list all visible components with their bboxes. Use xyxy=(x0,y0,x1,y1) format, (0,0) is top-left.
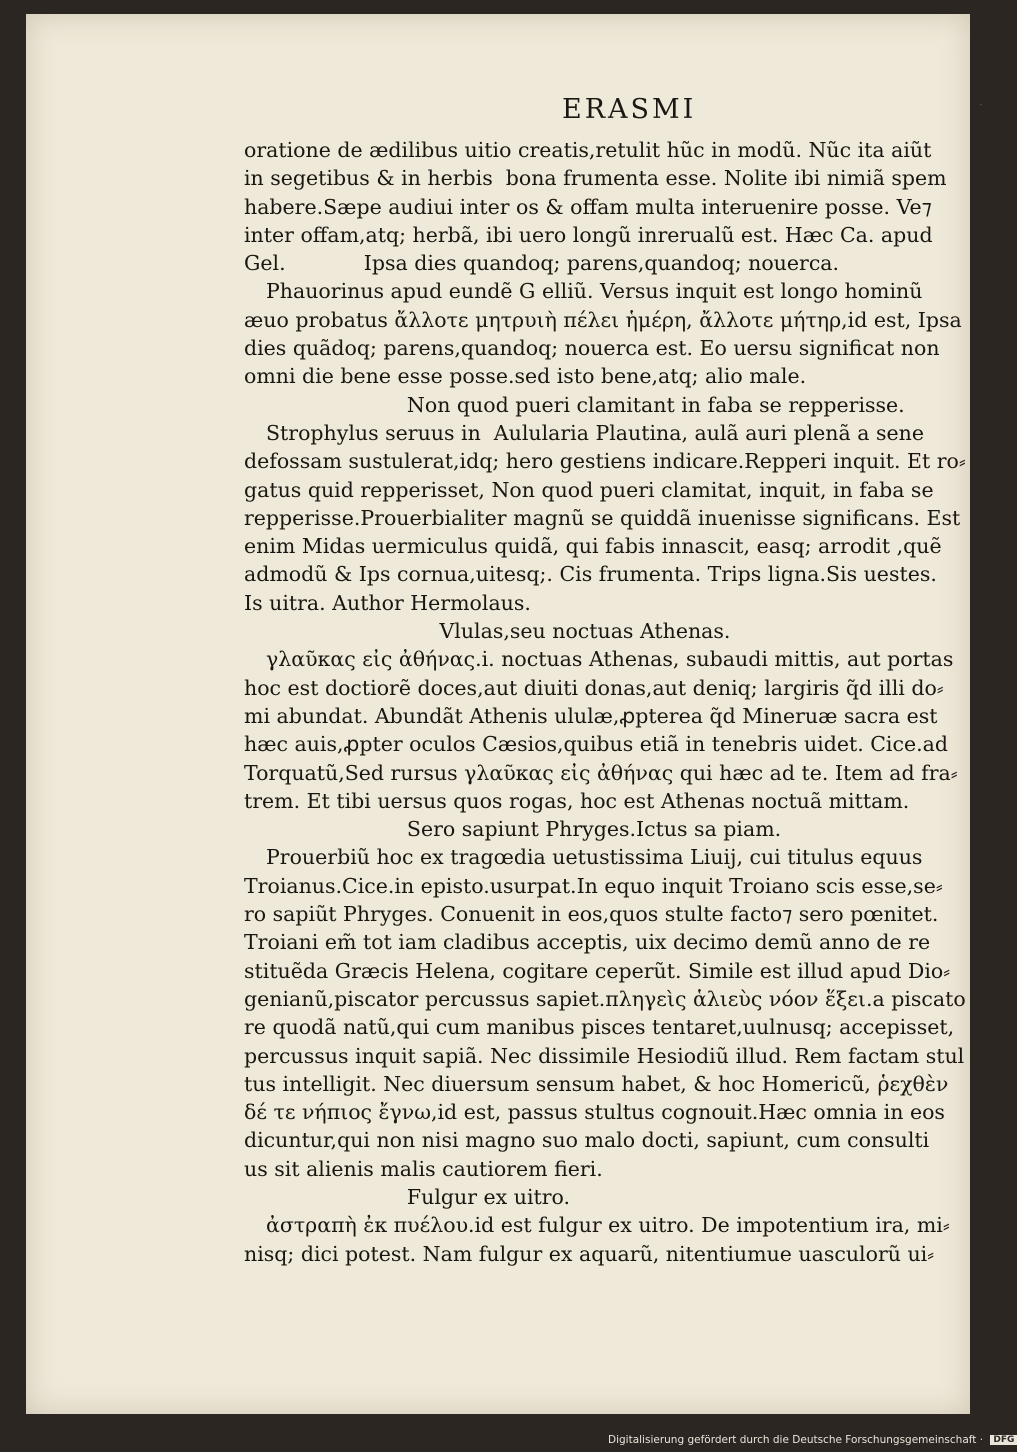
credit-text: Digitalisierung gefördert durch die Deutsche Forschungsgemeinschaft · xyxy=(608,1434,984,1446)
text-line: Prouerbiũ hoc ex tragœdia uetustissima Liuij, cui titulus equus xyxy=(266,845,923,870)
text-line: mi abundat. Abundãt Athenis ululæ,ꝓpterea q̃d Mineruæ sacra est xyxy=(244,703,938,728)
text-line: Is uitra. Author Hermolaus. xyxy=(244,590,531,615)
text-line: re quodã natũ,qui cum manibus pisces tentaret,uulnusq; accepisset, xyxy=(244,1015,955,1040)
text-line: Fulgur ex uitro. xyxy=(244,1184,571,1209)
text-line: Torquatũ,Sed rursus γλαῦκας εἰς ἀθήνας qui hæc ad te. Item ad fra⸗ xyxy=(244,760,958,785)
text-line: trem. Et tibi uersus quos rogas, hoc est Athenas noctuã mittam. xyxy=(244,788,910,813)
text-line: admodũ & Ips cornua,uitesq;. Cis frumenta. Trips ligna.Sis uestes. xyxy=(244,562,937,587)
digitization-credit xyxy=(608,1434,1017,1446)
text-line: δέ τε νήπιος ἔγνω,id est, passus stultus cognouit.Hæc omnia in eos xyxy=(244,1100,945,1125)
text-line: Sero sapiunt Phryges.Ictus sa piam. xyxy=(244,817,782,842)
text-line: oratione de ædilibus uitio creatis,retulit hũc in modũ. Nũc ita aiũt xyxy=(244,138,932,162)
text-line: ἀστραπὴ ἐκ πυέλου.id est fulgur ex uitro. De impotentium ira, mi⸗ xyxy=(266,1213,950,1238)
book-page xyxy=(26,14,983,1414)
text-line: nisq; dici potest. Nam fulgur ex aquarũ, nitentiumue uasculorũ ui⸗ xyxy=(244,1241,935,1266)
text-line: percussus inquit sapiã. Nec dissimile Hesiodiũ illud. Rem factam stul xyxy=(244,1043,965,1068)
text-line: gatus quid repperisset, Non quod pueri clamitat, inquit, in faba se xyxy=(244,477,934,502)
text-line: dicuntur,qui non nisi magno suo malo docti, sapiunt, cum consulti xyxy=(244,1128,930,1153)
page-mark: · xyxy=(979,98,983,112)
text-line: æuo probatus ἄλλοτε μητρυιὴ πέλει ἡμέρη, ἄλλοτε μήτηρ,id est, Ipsa xyxy=(244,307,962,332)
text-line: habere.Sæpe audiui inter os & offam multa interuenire posse. Ve⁊ xyxy=(244,194,932,219)
text-line: tus intelligit. Nec diuersum sensum habet, & hoc Homericũ, ῥεχθὲν xyxy=(244,1071,949,1096)
text-line: hæc auis,ꝓpter oculos Cæsios,quibus etiã in tenebris uidet. Cice.ad xyxy=(244,732,948,757)
text-line: Troiani em̃ tot iam cladibus acceptis, uix decimo demũ anno de re xyxy=(244,930,931,955)
text-line: enim Midas uermiculus quidã, qui fabis innascit, easq; arrodit ,quẽ xyxy=(244,534,942,559)
text-line: Strophylus seruus in Aulularia Plautina, aulã auri plenã a sene xyxy=(266,420,924,445)
text-line: γλαῦκας εἰς ἀθήνας.i. noctuas Athenas, subaudi mittis, aut portas xyxy=(266,647,954,672)
text-line: Vlulas,seu noctuas Athenas. xyxy=(244,619,731,644)
text-line: defossam sustulerat,idq; hero gestiens indicare.Repperi inquit. Et ro⸗ xyxy=(244,449,966,474)
text-line: dies quãdoq; parens,quandoq; nouerca est. Eo uersu significat non xyxy=(244,336,940,361)
text-line: hoc est doctiorẽ doces,aut diuiti donas,aut deniq; largiris q̃d illi do⸗ xyxy=(244,675,944,700)
text-block xyxy=(244,136,964,1268)
text-line: stituẽda Græcis Helena, cogitare ceperũt. Simile est illud apud Dio⸗ xyxy=(244,958,951,983)
text-line: Phauorinus apud eundẽ G elliũ. Versus inquit est longo hominũ xyxy=(266,279,923,304)
text-line: Gel. Ipsa dies quandoq; parens,quandoq; nouerca. xyxy=(244,251,840,276)
text-line: Troianus.Cice.in episto.usurpat.In equo inquit Troiano scis esse,se⸗ xyxy=(244,873,943,898)
text-line: us sit alienis malis cautiorem fieri. xyxy=(244,1156,603,1181)
dfg-logo: DFG xyxy=(990,1435,1017,1445)
text-line: inter offam,atq; herbã, ibi uero longũ inrerualũ est. Hæc Ca. apud xyxy=(244,222,933,247)
text-line: ro sapiũt Phryges. Conuenit in eos,quos stulte facto⁊ sero pœnitet. xyxy=(244,902,939,927)
text-line: in segetibus & in herbis bona frumenta esse. Nolite ibi nimiã spem xyxy=(244,166,947,191)
text-line: genianũ,piscator percussus sapiet.πληγεὶς ἁλιεὺς νόον ἕξει.a piscato xyxy=(244,986,966,1011)
text-line: omni die bene esse posse.sed isto bene,atq; alio male. xyxy=(244,364,807,389)
running-head: ERASMI xyxy=(562,94,697,125)
text-line: Non quod pueri clamitant in faba se repperisse. xyxy=(244,392,905,417)
text-line: repperisse.Prouerbialiter magnũ se quiddã inuenisse significans. Est xyxy=(244,505,961,530)
